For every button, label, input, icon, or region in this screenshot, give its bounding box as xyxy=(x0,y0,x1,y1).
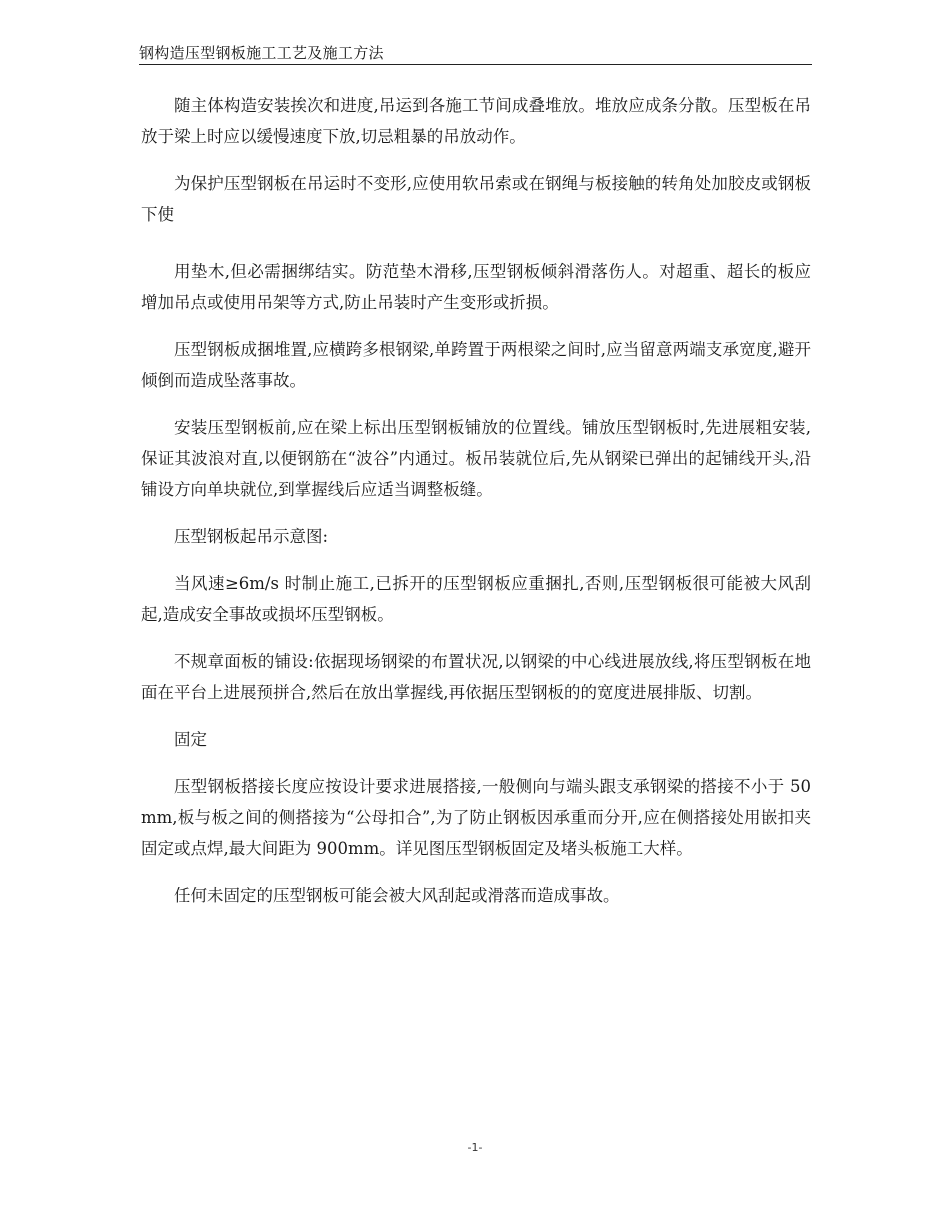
document-body xyxy=(141,90,811,927)
document-title: 钢构造压型钢板施工工艺及施工方法 xyxy=(139,44,384,62)
paragraph: 压型钢板搭接长度应按设计要求进展搭接,一般侧向与端头跟支承钢梁的搭接不小于 50mm,板与板之间的侧搭接为“公母扣合”,为了防止钢板因承重而分开,应在侧搭接处用嵌扣夹固定或点焊,最大间距为 900mm。详见图压型钢板固定及堵头板施工大样。 xyxy=(141,777,811,858)
figure-caption: 压型钢板起吊示意图: xyxy=(174,527,329,546)
paragraph: 为保护压型钢板在吊运时不变形,应使用软吊索或在钢绳与板接触的转角处加胶皮或钢板下使 xyxy=(141,174,811,224)
page-number: -1- xyxy=(467,1141,483,1154)
paragraph: 安装压型钢板前,应在梁上标出压型钢板铺放的位置线。铺放压型钢板时,先进展粗安装,保证其波浪对直,以便钢筋在“波谷”内通过。板吊装就位后,先从钢梁已弹出的起铺线开头,沿铺设方向单块就位,到掌握线后应适当调整板缝。 xyxy=(141,418,811,499)
paragraph: 随主体构造安装挨次和进度,吊运到各施工节间成叠堆放。堆放应成条分散。压型板在吊放于梁上时应以缓慢速度下放,切忌粗暴的吊放动作。 xyxy=(141,96,811,146)
section-heading: 固定 xyxy=(174,730,207,749)
page-header xyxy=(139,40,812,65)
paragraph: 用垫木,但必需捆绑结实。防范垫木滑移,压型钢板倾斜滑落伤人。对超重、超长的板应增加吊点或使用吊架等方式,防止吊装时产生变形或折损。 xyxy=(141,262,811,312)
paragraph: 当风速≥6m/s 时制止施工,已拆开的压型钢板应重捆扎,否则,压型钢板很可能被大风刮起,造成安全事故或损坏压型钢板。 xyxy=(141,574,811,624)
paragraph: 任何未固定的压型钢板可能会被大风刮起或滑落而造成事故。 xyxy=(174,886,620,905)
paragraph: 不规章面板的铺设:依据现场钢梁的布置状况,以钢梁的中心线进展放线,将压型钢板在地面在平台上进展预拼合,然后在放出掌握线,再依据压型钢板的的宽度进展排版、切割。 xyxy=(141,652,811,702)
paragraph: 压型钢板成捆堆置,应横跨多根钢梁,单跨置于两根梁之间时,应当留意两端支承宽度,避开倾倒而造成坠落事故。 xyxy=(141,340,811,390)
